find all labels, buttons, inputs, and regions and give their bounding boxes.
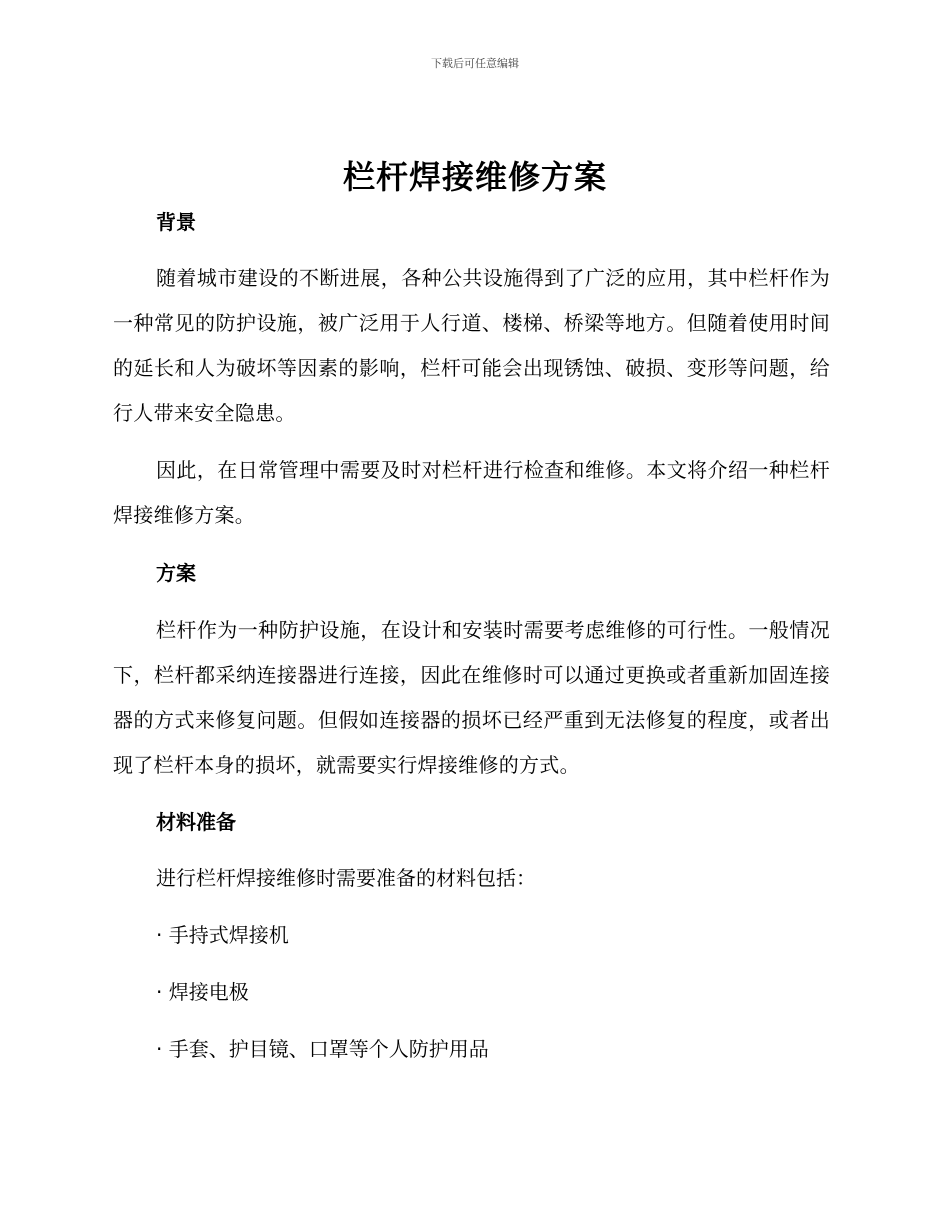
- document-body: [113, 200, 830, 1072]
- section-heading-materials: 材料准备: [156, 810, 236, 834]
- materials-intro: 进行栏杆焊接维修时需要准备的材料包括：: [156, 866, 536, 890]
- list-item: · 手套、护目镜、口罩等个人防护用品: [156, 1037, 489, 1061]
- list-item: · 焊接电极: [156, 980, 249, 1004]
- header-watermark: 下载后可任意编辑: [431, 57, 519, 70]
- section-heading-plan: 方案: [156, 561, 196, 585]
- paragraph-plan-1: 栏杆作为一种防护设施，在设计和安装时需要考虑维修的可行性。一般情况下，栏杆都采纳连接器进行连接，因此在维修时可以通过更换或者重新加固连接器的方式来修复问题。但假如连接器的损坏已经严重到无法修复的程度，或者出现了栏杆本身的损坏，就需要实行焊接维修的方式。: [113, 618, 830, 777]
- list-item: · 手持式焊接机: [156, 923, 289, 947]
- paragraph-background-1: 随着城市建设的不断进展，各种公共设施得到了广泛的应用，其中栏杆作为一种常见的防护设施，被广泛用于人行道、楼梯、桥梁等地方。但随着使用时间的延长和人为破坏等因素的影响，栏杆可能会出现锈蚀、破损、变形等问题，给行人带来安全隐患。: [113, 266, 830, 425]
- paragraph-background-2: 因此，在日常管理中需要及时对栏杆进行检查和维修。本文将介绍一种栏杆焊接维修方案。: [113, 458, 830, 527]
- section-heading-background: 背景: [156, 210, 196, 234]
- document-title: 栏杆焊接维修方案: [342, 158, 607, 196]
